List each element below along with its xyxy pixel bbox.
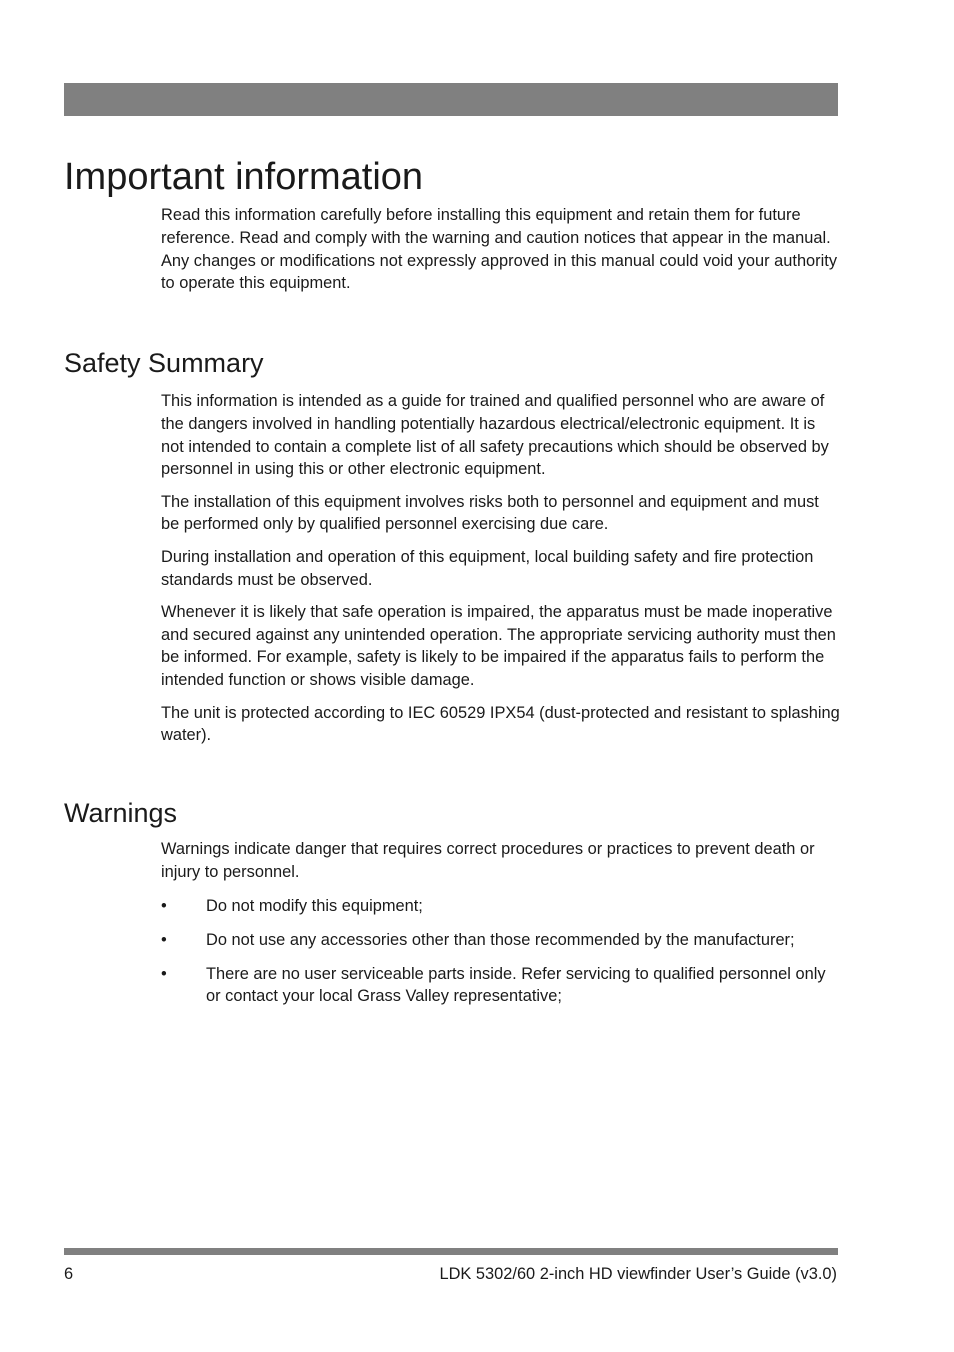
footer-bar: [64, 1248, 838, 1255]
warnings-list: [161, 895, 841, 1019]
warnings-heading: Warnings: [64, 798, 178, 828]
safety-paragraph: This information is intended as a guide for trained and qualified personnel who are aware of the dangers involved in handling potentially hazardous electrical/electronic equipment. It is not intended to contain a complete list of all safety precautions which should be observed by personnel in using this or other electronic equipment.: [161, 392, 829, 479]
warnings-intro-section: [161, 838, 841, 893]
safety-paragraph: The installation of this equipment involves risks both to personnel and equipment and must be performed only by qualified personnel exercising due care.: [161, 492, 819, 534]
bullet-icon: •: [161, 964, 167, 983]
footer-doc-title: LDK 5302/60 2-inch HD viewfinder User’s Guide (v3.0): [439, 1265, 837, 1283]
warnings-intro-paragraph: Warnings indicate danger that requires correct procedures or practices to prevent death or injury to personnel.: [161, 840, 815, 881]
list-item-text: There are no user serviceable parts inside. Refer servicing to qualified personnel only or contact your local Grass Valley representative;: [206, 964, 826, 1006]
list-item: [161, 929, 841, 952]
safety-paragraph: Whenever it is likely that safe operation is impaired, the apparatus must be made inoperative and secured against any unintended operation. The appropriate servicing authority must then be informed. For example, safety is likely to be impaired if the apparatus fails to perform the intended function or shows visible damage.: [161, 602, 836, 690]
bullet-icon: •: [161, 930, 167, 949]
page-title: Important information: [64, 156, 424, 198]
safety-summary-section: [161, 390, 841, 757]
list-item-text: Do not use any accessories other than those recommended by the manufacturer;: [206, 930, 795, 949]
page-number: 6: [64, 1265, 74, 1283]
header-bar: [64, 83, 838, 116]
bullet-icon: •: [161, 897, 167, 915]
safety-paragraph: During installation and operation of this equipment, local building safety and fire protection standards must be observed.: [161, 547, 814, 589]
safety-summary-heading: Safety Summary: [64, 348, 264, 378]
safety-paragraph: The unit is protected according to IEC 60529 IPX54 (dust-protected and resistant to splashing water).: [161, 703, 840, 745]
list-item: [161, 963, 841, 1009]
intro-section: [161, 204, 841, 305]
list-item-text: Do not modify this equipment;: [206, 897, 423, 915]
intro-paragraph: Read this information carefully before installing this equipment and retain them for future reference. Read and comply with the warning and caution notices that appear in the manual. Any changes or modifications not expressly approved in this manual could void your authority to operate this equipment.: [161, 206, 838, 293]
list-item: [161, 895, 841, 918]
